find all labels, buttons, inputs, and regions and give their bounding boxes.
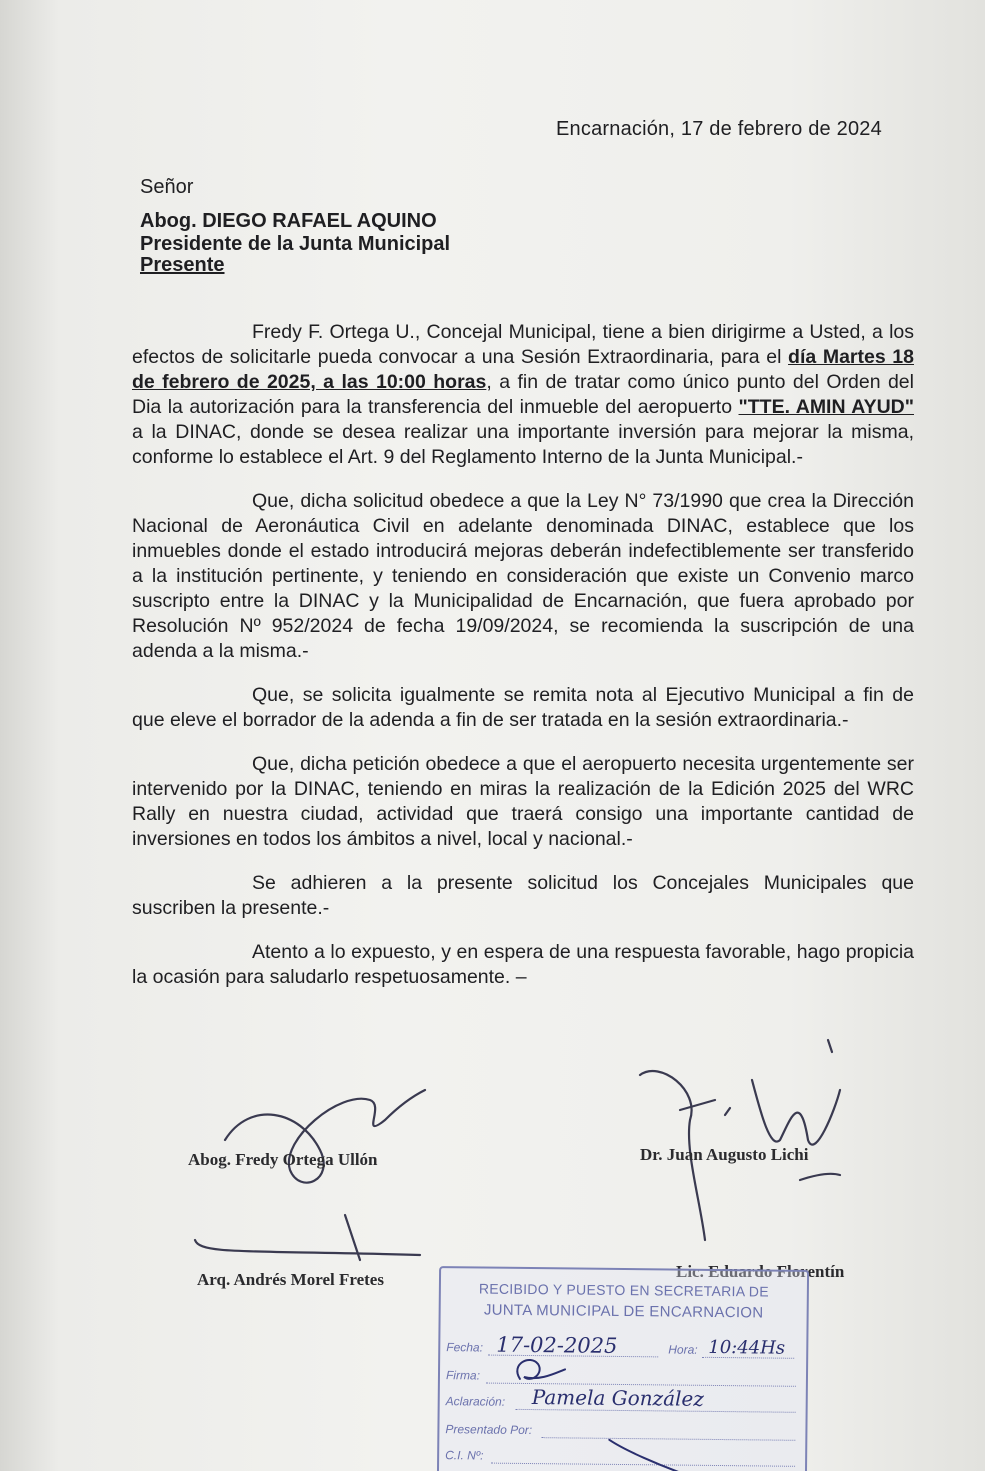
stamp-hora-label: Hora: [668, 1342, 698, 1357]
paragraph-5: Se adhieren a la presente solicitud los Concejales Municipales que suscriben la presente.- [132, 872, 914, 919]
stamp-line-2: JUNTA MUNICIPAL DE ENCARNACION [483, 1301, 764, 1322]
stamp-fecha-label: Fecha: [446, 1340, 484, 1355]
stamp-hora-value: 10:44Hs [708, 1336, 786, 1359]
signature-name-1: Abog. Fredy Ortega Ullón [188, 1150, 378, 1169]
recipient-presente: Presente [140, 254, 225, 276]
stamp-line-1: RECIBIDO Y PUESTO EN SECRETARIA DE [478, 1280, 769, 1300]
date-line: Encarnación, 17 de febrero de 2024 [556, 118, 882, 140]
stamp-firma-scribble [439, 1268, 807, 1471]
recipient-title: Presidente de la Junta Municipal [140, 233, 451, 255]
stamp-fecha-value: 17-02-2025 [496, 1332, 618, 1358]
paragraph-3: Que, se solicita igualmente se remita nota al Ejecutivo Municipal a fin de que eleve el borrador de la adenda a fin de ser tratada en la sesión extraordinaria.- [132, 684, 914, 731]
paragraph-1: Fredy F. Ortega U., Concejal Municipal, tiene a bien dirigirme a Usted, a los efectos de solicitarle pueda convocar a una Sesión Extraordinaria, para el día Martes 18 de febrero de 2025, a las 10:00 horas, a fin de tratar como único punto del Orden del Dia la autorización para la transferencia del inmueble del aeropuerto "TTE. AMIN AYUD" a la DINAC, donde se desea realizar una importante inversión para mejorar la misma, conforme lo establece el Art. 9 del Reglamento Interno de la Junta Municipal.- [132, 321, 914, 468]
stamp-aclaracion-value: Pamela González [531, 1385, 704, 1411]
recipient-name: Abog. DIEGO RAFAEL AQUINO [140, 210, 437, 232]
paragraph-4: Que, dicha petición obedece a que el aeropuerto necesita urgentemente ser intervenido por la DINAC, teniendo en miras la realización de la Edición 2025 del WRC Rally en nuestra ciudad, actividad que traerá consigo una importante cantidad de inversiones en todos los ámbitos a nivel, local y nacional.- [132, 753, 914, 850]
paragraph-2: Que, dicha solicitud obedece a que la Ley N° 73/1990 que crea la Dirección Nacional de Aeronáutica Civil en adelante denominada DINAC, establece que los inmuebles donde el estado introducirá mejoras deberán indefectiblemente ser transferido a la institución pertinente, y teniendo en consideración que existe un Convenio marco suscripto entre la DINAC y la Municipalidad de Encarnación, que fuera aprobado por Resolución Nº 952/2024 de fecha 19/09/2024, se recomienda la suscripción de una adenda a la misma.- [132, 490, 914, 662]
stamp-firma-label: Firma: [445, 1368, 481, 1383]
session-date-highlight: día Martes 18 de febrero de 2025, a las 10:00 horas [132, 346, 914, 393]
stamp-presentado-label: Presentado Por: [445, 1422, 533, 1438]
recipient-salutation: Señor [140, 176, 194, 198]
airport-name: "TTE. AMIN AYUD" [738, 396, 914, 418]
signature-name-3: Arq. Andrés Morel Fretes [197, 1270, 384, 1289]
paragraph-6: Atento a lo expuesto, y en espera de una respuesta favorable, hago propicia la ocasión para saludarlo respetuosamente. – [132, 941, 914, 988]
signature-name-2: Dr. Juan Augusto Lichi [640, 1145, 809, 1164]
reception-stamp [437, 1266, 809, 1471]
stamp-aclaracion-label: Aclaración: [445, 1394, 506, 1409]
signature-name-4: Lic. Eduardo Florentín [676, 1262, 845, 1281]
stamp-ci-label: C.I. Nº: [445, 1448, 484, 1463]
